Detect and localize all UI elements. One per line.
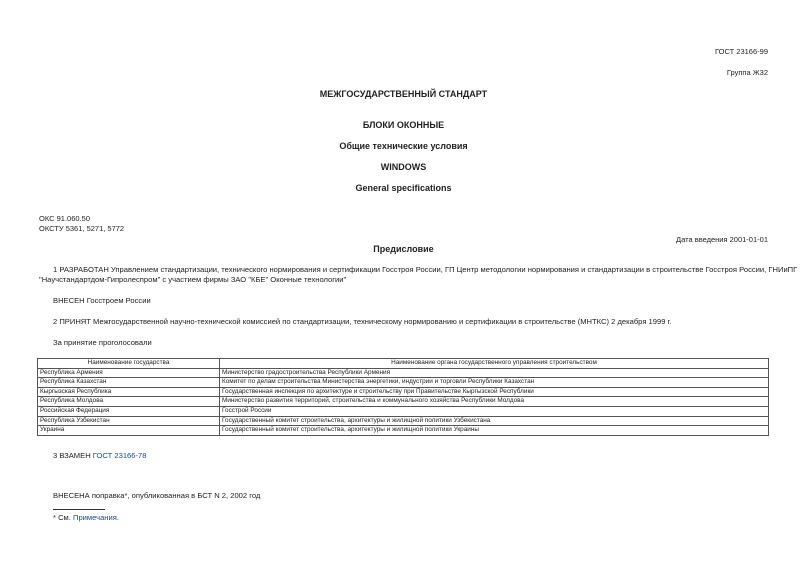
table-row <box>38 397 769 407</box>
table-cell-authority: Государственная инспекция по архитектуре и строительству при Правительстве Кыргызской Республики <box>220 387 769 397</box>
standard-name-ru: БЛОКИ ОКОННЫЕ <box>362 120 445 130</box>
footnote-divider <box>53 509 105 510</box>
table-cell-authority: Министерство градостроительства Республики Армения <box>220 368 769 378</box>
replaces-line <box>53 451 146 460</box>
table-cell-state: Республика Казахстан <box>38 378 220 388</box>
footnote-suffix: . <box>116 513 119 522</box>
table-header-row <box>38 359 769 369</box>
table-cell-state: Украина <box>38 426 220 436</box>
table-header-authority: Наименование органа государственного управления строительством <box>220 359 769 369</box>
document-code: ГОСТ 23166-99 <box>714 47 768 56</box>
table-cell-state: Российская Федерация <box>38 406 220 416</box>
table-cell-state: Республика Армения <box>38 368 220 378</box>
table-row <box>38 426 769 436</box>
table-row <box>38 368 769 378</box>
preface-voted: За принятие проголосовали <box>53 338 152 347</box>
table-row <box>38 416 769 426</box>
replaced-standard-link[interactable]: ГОСТ 23166-78 <box>92 451 147 460</box>
standard-type-title: МЕЖГОСУДАРСТВЕННЫЙ СТАНДАРТ <box>319 89 488 99</box>
preface-paragraph-2: 2 ПРИНЯТ Межгосударственной научно-технической комиссией по стандартизации, техническому нормированию и сертификации в строительстве (МНТКС) 2 декабря 1999 г. <box>53 317 672 326</box>
table-cell-authority: Государственный комитет строительства, архитектуры и жилищной политики Узбекистана <box>220 416 769 426</box>
preface-heading: Предисловие <box>373 244 434 254</box>
table-cell-state: Республика Узбекистан <box>38 416 220 426</box>
table-row <box>38 406 769 416</box>
table-cell-state: Республика Молдова <box>38 397 220 407</box>
standard-name-en: WINDOWS <box>380 162 427 172</box>
table-cell-authority: Министерство развития территорий, строительства и коммунального хозяйства Республики Молдова <box>220 397 769 407</box>
footnote <box>53 513 119 522</box>
preface-paragraph-1-line-2: "Научстандартдом-Гипролеспром" с участием фирмы ЗАО "КБЕ" Оконные технологии" <box>39 275 347 284</box>
table-header-state: Наименование государства <box>38 359 220 369</box>
table-cell-state: Кыргызская Республика <box>38 387 220 397</box>
document-group: Группа Ж32 <box>726 68 768 77</box>
standard-subtitle-ru: Общие технические условия <box>339 141 468 151</box>
preface-paragraph-1-line-1: 1 РАЗРАБОТАН Управлением стандартизации, технического нормирования и сертификации Госстроя России, ГП Центр методологии нормирования и стандартизации в строительстве Госстроя России, ГНИиПГ <box>53 265 798 274</box>
table-cell-authority: Госстрой России <box>220 406 769 416</box>
amendment-note: ВНЕСЕНА поправка*, опубликованная в БСТ N 2, 2002 год <box>53 491 261 500</box>
footnote-prefix: * См. <box>53 513 73 522</box>
effective-date: Дата введения 2001-01-01 <box>676 235 768 244</box>
okstu-code: ОКСТУ 5361, 5271, 5772 <box>39 224 125 233</box>
preface-introduced: ВНЕСЕН Госстроем России <box>53 296 151 305</box>
oks-code: ОКС 91.060.50 <box>39 214 90 223</box>
standard-subtitle-en: General specifications <box>355 183 452 193</box>
table-row <box>38 387 769 397</box>
table-cell-authority: Комитет по делам строительства Министерства энергетики, индустрии и торговли Республики Казахстан <box>220 378 769 388</box>
notes-link[interactable]: Примечания <box>73 513 117 522</box>
table-row <box>38 378 769 388</box>
states-table <box>37 358 769 436</box>
table-cell-authority: Государственный комитет строительства, архитектуры и жилищной политики Украины <box>220 426 769 436</box>
replaces-prefix: 3 ВЗАМЕН <box>53 451 93 460</box>
